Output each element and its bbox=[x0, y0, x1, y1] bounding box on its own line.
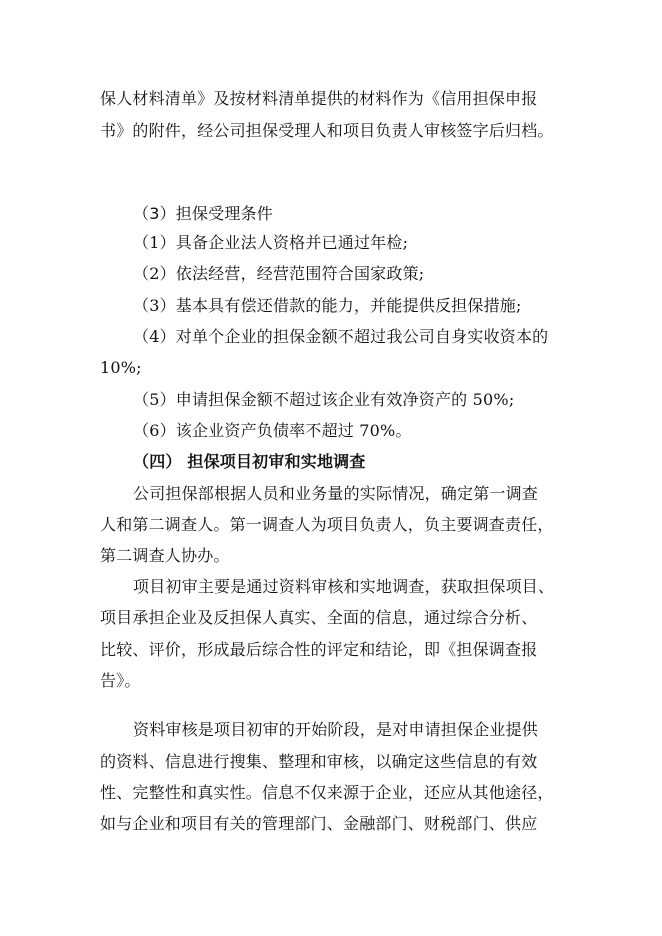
paragraph-2-line-3: 比较、评价，形成最后综合性的评定和结论，即《担保调查报 bbox=[100, 640, 538, 659]
paragraph-2-line-1: 项目初审主要是通过资料审核和实地调查，获取担保项目、 bbox=[133, 577, 555, 596]
section-4-heading: （四） 担保项目初审和实地调查 bbox=[133, 452, 366, 471]
condition-item-5: （5）申请担保金额不超过该企业有效净资产的 50%; bbox=[133, 390, 515, 409]
paragraph-3-line-4: 如与企业和项目有关的管理部门、金融部门、财税部门、供应 bbox=[100, 814, 538, 833]
paragraph-2-line-2: 项目承担企业及反担保人真实、全面的信息，通过综合分析、 bbox=[100, 608, 538, 627]
condition-item-4-continuation: 10%; bbox=[100, 358, 142, 377]
condition-item-4: （4）对单个企业的担保金额不超过我公司自身实收资本的 bbox=[133, 327, 549, 346]
intro-line-2: 书》的附件，经公司担保受理人和项目负责人审核签字后归档。 bbox=[100, 121, 554, 140]
condition-item-3: （3）基本具有偿还借款的能力，并能提供反担保措施; bbox=[133, 296, 522, 315]
condition-item-2: （2）依法经营，经营范围符合国家政策; bbox=[133, 264, 425, 283]
paragraph-2-line-4: 告》。 bbox=[100, 671, 141, 690]
paragraph-1-line-1: 公司担保部根据人员和业务量的实际情况，确定第一调查 bbox=[133, 484, 539, 503]
condition-item-1: （1）具备企业法人资格并已通过年检; bbox=[133, 233, 409, 252]
condition-item-6: （6）该企业资产负债率不超过 70%。 bbox=[133, 421, 412, 440]
paragraph-3-line-3: 性、完整性和真实性。信息不仅来源于企业，还应从其他途径， bbox=[100, 783, 554, 802]
paragraph-3-line-1: 资料审核是项目初审的开始阶段，是对申请担保企业提供 bbox=[133, 720, 539, 739]
section-3-heading: （3）担保受理条件 bbox=[133, 204, 273, 223]
paragraph-1-line-3: 第二调查人协办。 bbox=[100, 546, 230, 565]
paragraph-1-line-2: 人和第二调查人。第一调查人为项目负责人，负主要调查责任， bbox=[100, 515, 554, 534]
paragraph-3-line-2: 的资料、信息进行搜集、整理和审核，以确定这些信息的有效 bbox=[100, 752, 538, 771]
intro-line-1: 保人材料清单》及按材料清单提供的材料作为《信用担保申报 bbox=[100, 89, 538, 108]
